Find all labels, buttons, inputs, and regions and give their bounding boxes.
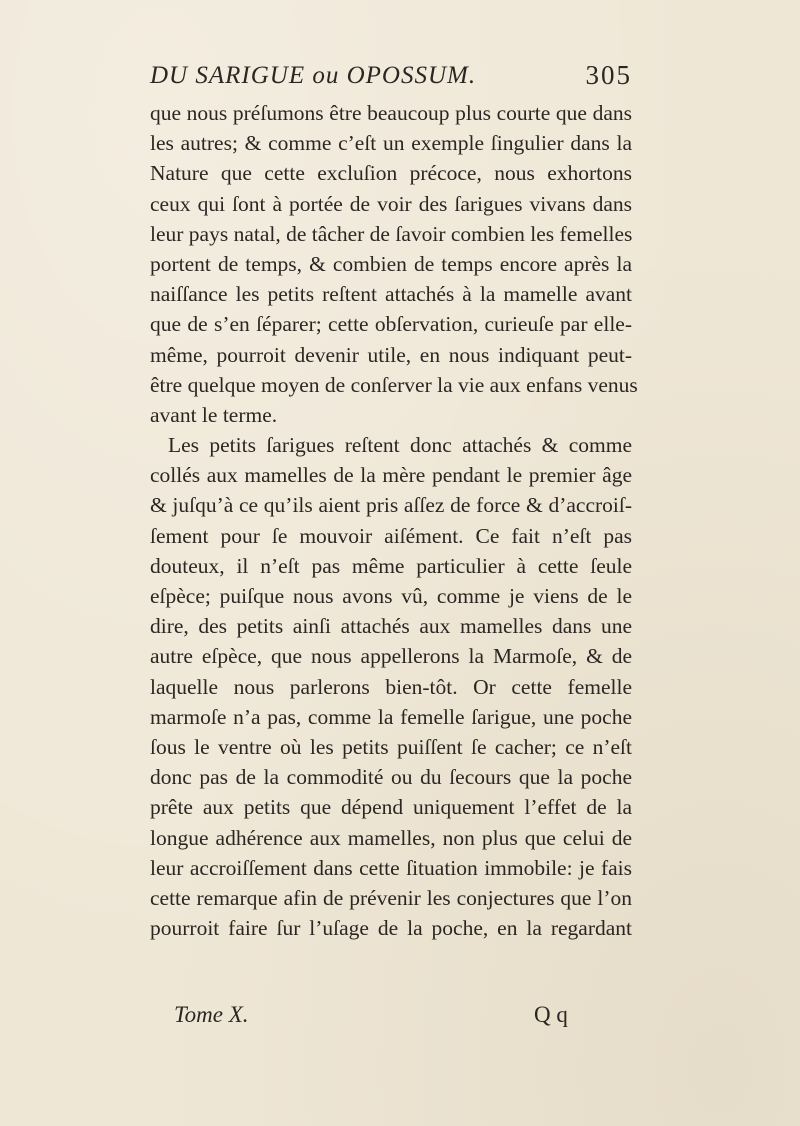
text-line: prête aux petits que dépend uniquement l’effet de la [150,795,632,820]
text-line: marmoſe n’a pas, comme la femelle ſarigue, une poche [150,704,632,729]
text-line: être quelque moyen de conſerver la vie aux enfans venus [150,372,638,397]
volume-mark: Tome X. [174,1002,249,1027]
text-line: même, pourroit devenir utile, en nous indiquant peut- [150,342,632,367]
text-line: leur accroiſſement dans cette ſituation immobile: je fais [150,855,632,880]
text-line: ceux qui ſont à portée de voir des ſarigues vivans dans [150,191,632,216]
text-line: donc pas de la commodité ou du ſecours que la poche [150,765,632,790]
text-line: cette remarque afin de prévenir les conjectures que l’on [150,885,632,910]
text-line: collés aux mamelles de la mère pendant le premier âge [150,463,632,488]
body-text [150,98,638,943]
text-line: les autres; & comme c’eſt un exemple ſingulier dans la [150,131,632,156]
signature-mark: Q q [534,1002,568,1027]
text-line: douteux, il n’eſt pas même particulier à cette ſeule [150,553,632,578]
text-line: & juſqu’à ce qu’ils aient pris aſſez de force & d’accroiſ- [150,493,632,518]
page-footer [174,1002,632,1036]
text-line: Les petits ſarigues reſtent donc attachés & comme [168,433,632,458]
text-line: avant le terme. [150,402,278,427]
text-line: autre eſpèce, que nous appellerons la Marmoſe, & de [150,644,632,669]
text-line: laquelle nous parlerons bien-tôt. Or cette femelle [150,674,632,699]
text-line: que de s’en ſéparer; cette obſervation, curieuſe par elle- [150,312,632,337]
running-header [150,58,632,98]
text-line: Nature que cette excluſion précoce, nous exhortons [150,161,632,186]
text-line: longue adhérence aux mamelles, non plus que celui de [150,825,632,850]
text-line: que nous préſumons être beaucoup plus courte que dans [150,101,632,125]
text-line: ſement pour ſe mouvoir aiſément. Ce fait n’eſt pas [150,523,632,548]
text-line: pourroit faire ſur l’uſage de la poche, en la regardant [150,916,632,941]
text-line: portent de temps, & combien de temps encore après la [150,251,632,276]
text-line: leur pays natal, de tâcher de ſavoir combien les femelles [150,221,633,246]
text-line: dire, des petits ainſi attachés aux mamelles dans une [150,614,632,639]
running-title: DU SARIGUE ou OPOSSUM. [150,62,477,89]
page-number: 305 [585,60,632,90]
text-line: naiſſance les petits reſtent attachés à la mamelle avant [150,282,632,307]
text-line: ſous le ventre où les petits puiſſent ſe cacher; ce n’eſt [150,734,632,759]
text-line: eſpèce; puiſque nous avons vû, comme je viens de le [150,584,632,608]
